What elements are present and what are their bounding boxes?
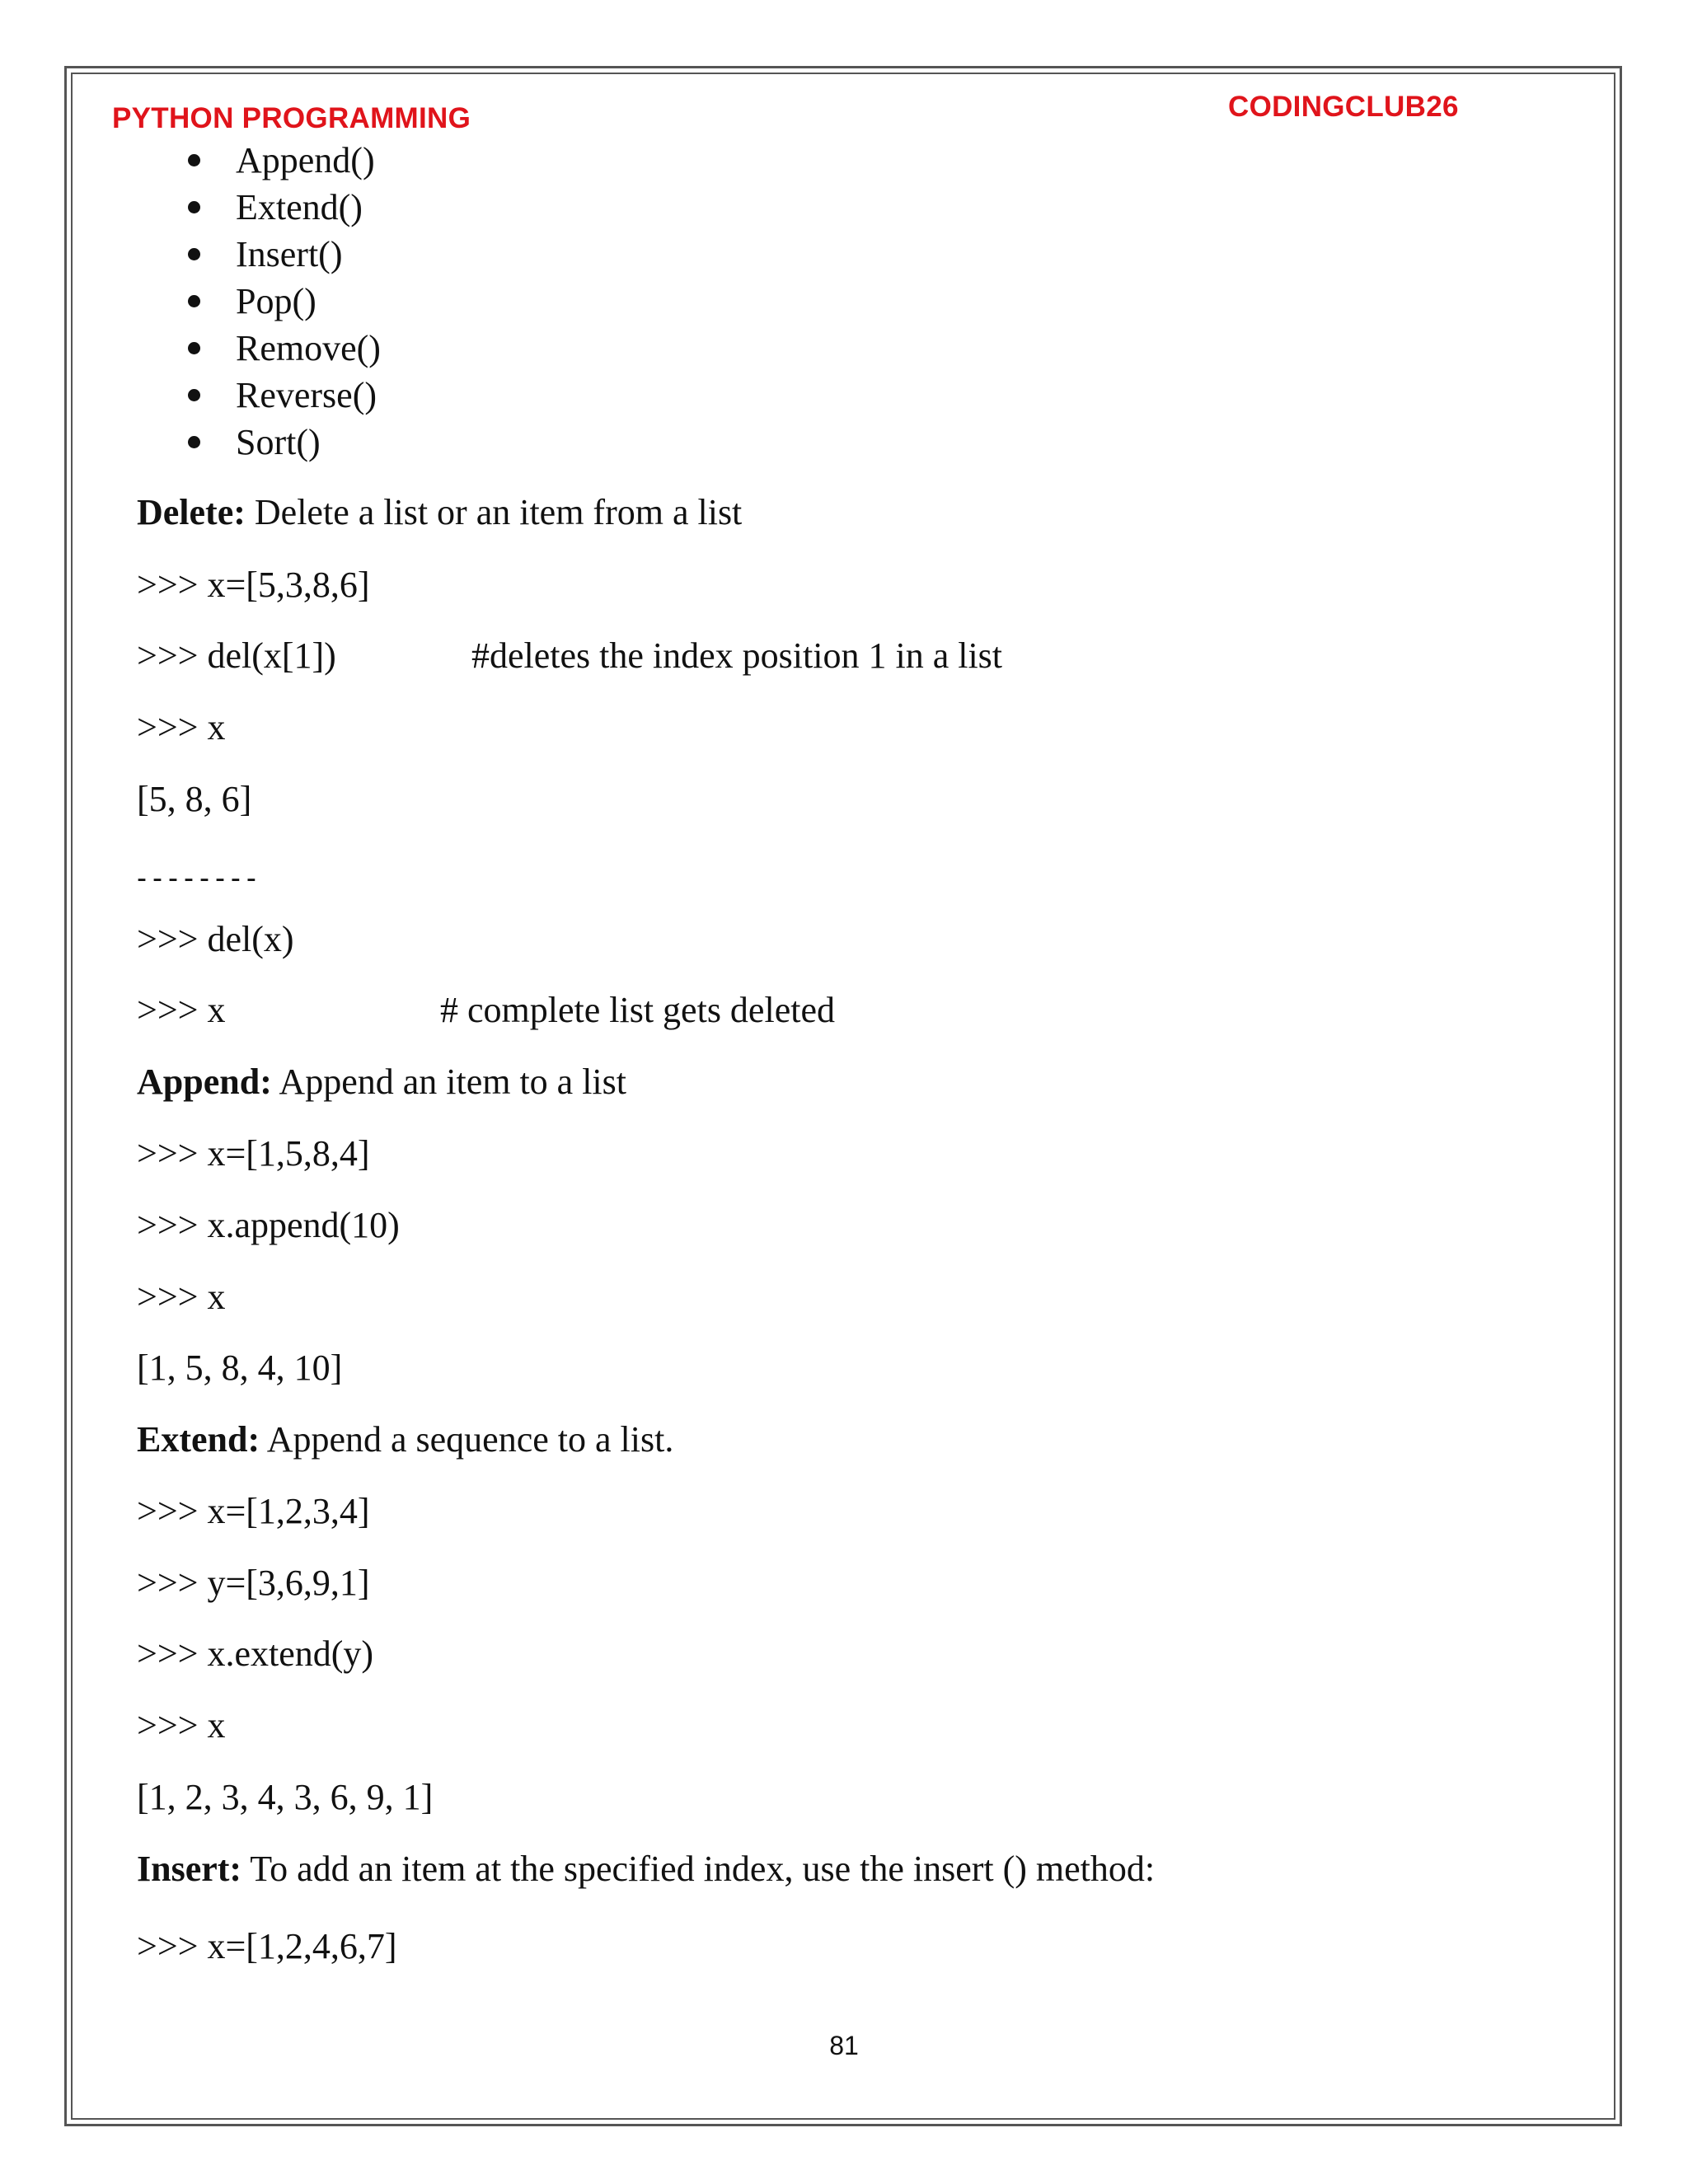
bullet-icon bbox=[188, 248, 200, 260]
code-line: >>> del(x[1]) bbox=[137, 635, 336, 676]
delete-description: Delete a list or an item from a list bbox=[245, 492, 743, 532]
insert-heading-line bbox=[137, 1848, 1155, 1890]
extend-heading: Extend: bbox=[137, 1419, 260, 1460]
code-line: >>> x.append(10) bbox=[137, 1205, 400, 1245]
bullet-icon bbox=[188, 201, 200, 213]
extend-heading-line bbox=[137, 1418, 673, 1460]
code-output: [1, 2, 3, 4, 3, 6, 9, 1] bbox=[137, 1777, 434, 1817]
code-line: >>> x bbox=[137, 707, 226, 748]
code-output: [1, 5, 8, 4, 10] bbox=[137, 1347, 343, 1388]
code-line: >>> x=[1,2,4,6,7] bbox=[137, 1926, 397, 1966]
code-line: >>> x bbox=[137, 990, 226, 1030]
bullet-icon bbox=[188, 342, 200, 354]
code-comment: #deletes the index position 1 in a list bbox=[471, 635, 1003, 676]
list-item-text: Pop() bbox=[236, 281, 316, 321]
append-heading: Append: bbox=[137, 1062, 272, 1102]
list-item bbox=[188, 278, 381, 325]
methods-list bbox=[188, 137, 381, 466]
delete-heading-line bbox=[137, 491, 742, 533]
list-item bbox=[188, 372, 381, 419]
list-item-text: Extend() bbox=[236, 187, 363, 227]
append-heading-line bbox=[137, 1061, 626, 1103]
code-output: [5, 8, 6] bbox=[137, 779, 252, 819]
code-line: >>> x bbox=[137, 1705, 226, 1746]
code-comment: # complete list gets deleted bbox=[440, 990, 835, 1030]
code-line: >>> x=[1,2,3,4] bbox=[137, 1491, 370, 1531]
list-item-text: Insert() bbox=[236, 234, 343, 274]
separator: -------- bbox=[137, 860, 262, 894]
append-description: Append an item to a list bbox=[271, 1062, 627, 1102]
code-line: >>> x.extend(y) bbox=[137, 1633, 374, 1674]
list-item-text: Append() bbox=[236, 140, 375, 180]
delete-heading: Delete: bbox=[137, 492, 246, 532]
list-item bbox=[188, 325, 381, 372]
code-line: >>> del(x) bbox=[137, 919, 294, 959]
extend-description: Append a sequence to a list. bbox=[260, 1419, 674, 1460]
page-number: 81 bbox=[829, 2031, 859, 2060]
bullet-icon bbox=[188, 154, 200, 166]
code-line: >>> x=[5,3,8,6] bbox=[137, 565, 370, 605]
code-line: >>> x bbox=[137, 1277, 226, 1317]
list-item bbox=[188, 184, 381, 231]
list-item bbox=[188, 231, 381, 278]
header-left-title: PYTHON PROGRAMMING bbox=[112, 102, 471, 134]
list-item-text: Remove() bbox=[236, 328, 381, 368]
insert-description: To add an item at the specified index, use the insert () method: bbox=[241, 1849, 1156, 1889]
list-item-text: Sort() bbox=[236, 422, 321, 462]
header-right-title: CODINGCLUB26 bbox=[1228, 91, 1459, 123]
list-item bbox=[188, 137, 381, 184]
list-item bbox=[188, 419, 381, 466]
bullet-icon bbox=[188, 389, 200, 401]
list-item-text: Reverse() bbox=[236, 375, 377, 415]
code-line: >>> y=[3,6,9,1] bbox=[137, 1563, 370, 1603]
bullet-icon bbox=[188, 295, 200, 307]
insert-heading: Insert: bbox=[137, 1849, 242, 1889]
bullet-icon bbox=[188, 436, 200, 448]
code-line: >>> x=[1,5,8,4] bbox=[137, 1133, 370, 1174]
